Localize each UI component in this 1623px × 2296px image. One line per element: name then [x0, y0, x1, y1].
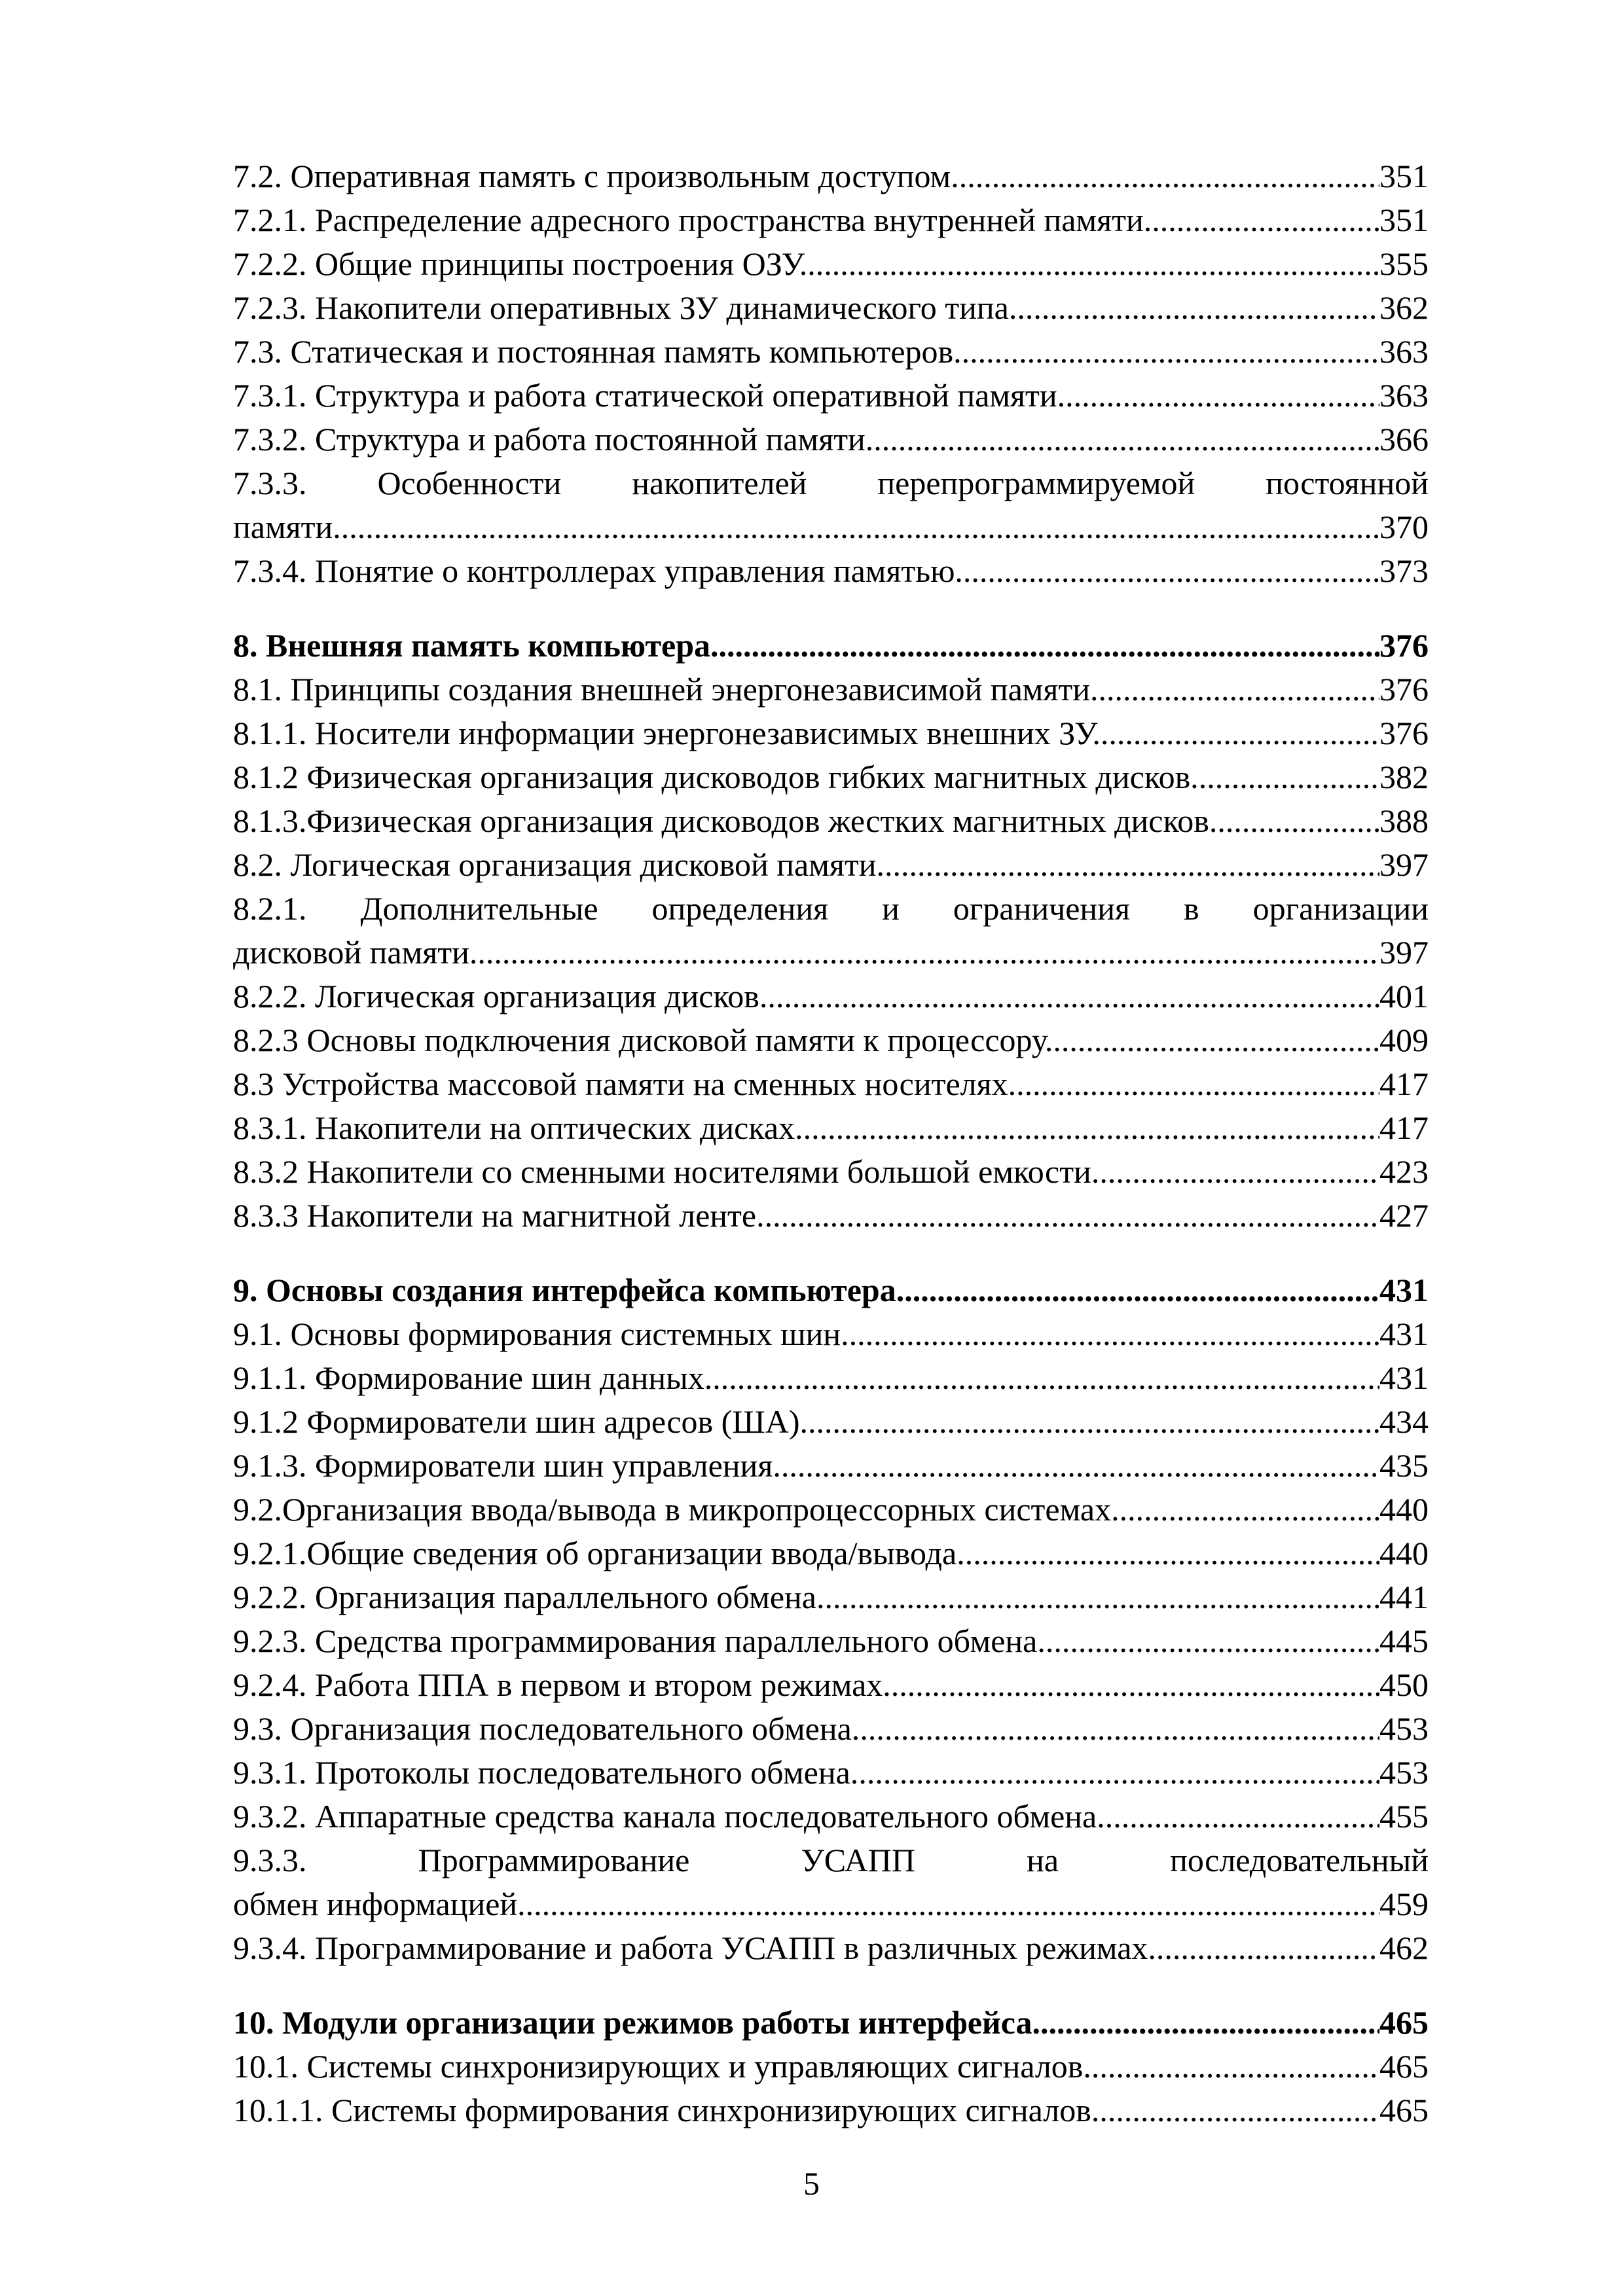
- toc-entry-row: [233, 418, 1429, 461]
- toc-entry-row: [233, 2089, 1429, 2132]
- toc-leader-dots: [953, 330, 1379, 374]
- toc-entry-row: [233, 1795, 1429, 1839]
- toc-entry-page: 453: [1379, 1754, 1429, 1791]
- toc-leader-dots: [884, 843, 1379, 887]
- toc-entry-page: 382: [1379, 759, 1429, 795]
- toc-entry-title: 7.3.4. Понятие о контроллерах управления памятью: [233, 552, 955, 589]
- toc-entry: [233, 1018, 1429, 1062]
- toc-leader-dots: [849, 1312, 1379, 1356]
- toc-entry: [233, 154, 1429, 198]
- toc-entry-title: 9.1.3. Формирователи шин управления.: [233, 1447, 781, 1484]
- toc-entry-row: [233, 154, 1429, 198]
- toc-entry-page: 440: [1379, 1491, 1429, 1528]
- toc-entry-word: Дополнительные: [360, 890, 598, 927]
- toc-entry-title: 9.2.Организация ввода/вывода в микропроцессорных системах: [233, 1491, 1112, 1528]
- toc-entry-page: 355: [1379, 245, 1429, 282]
- toc-entry: [233, 1575, 1429, 1619]
- toc-entry-page: 455: [1379, 1798, 1429, 1835]
- toc-leader-dots: [858, 1751, 1379, 1795]
- toc-leader-dots: [1091, 2045, 1379, 2089]
- toc-entry-title: 10.1. Системы синхронизирующих и управляющих сигналов.: [233, 2048, 1091, 2085]
- toc-leader-dots: [712, 1356, 1379, 1400]
- toc-leader-dots: [1057, 374, 1379, 418]
- toc-entry: [233, 242, 1429, 286]
- toc-entry-title: 7.3.2. Структура и работа постоянной памяти: [233, 421, 866, 457]
- toc-entry-row: [233, 374, 1429, 418]
- toc-entry-row: [233, 1707, 1429, 1751]
- toc-entry-title: 7.2.1. Распределение адресного пространства внутренней памяти: [233, 202, 1144, 238]
- toc-entry-page: 450: [1379, 1666, 1429, 1703]
- toc-entry-row: [233, 843, 1429, 887]
- toc-leader-dots: [333, 505, 1379, 549]
- toc-entry-title: 9.3. Организация последовательного обмена.: [233, 1710, 860, 1747]
- toc-entry: [233, 1268, 1429, 1312]
- toc-entry: [233, 624, 1429, 668]
- toc-entry-page: 459: [1379, 1886, 1429, 1922]
- toc-entry-row: [233, 1575, 1429, 1619]
- toc-entry: [233, 1663, 1429, 1707]
- toc-leader-dots: [1101, 711, 1379, 755]
- toc-entry: [233, 1062, 1429, 1106]
- toc-entry-page: 440: [1379, 1535, 1429, 1571]
- toc-entry-page: 431: [1379, 1316, 1429, 1352]
- toc-entry-row: [233, 505, 1429, 549]
- toc-entry-row: [233, 330, 1429, 374]
- toc-leader-dots: [781, 1444, 1379, 1488]
- toc-entry-page: 351: [1379, 158, 1429, 194]
- toc-entry-title: обмен информацией.: [233, 1886, 526, 1922]
- toc-entry-title: 9.2.2. Организация параллельного обмена: [233, 1579, 816, 1615]
- toc-entry-page: 462: [1379, 1929, 1429, 1966]
- toc-entry: [233, 1400, 1429, 1444]
- toc-leader-dots: [866, 418, 1379, 461]
- toc-entry-page: 409: [1379, 1022, 1429, 1058]
- toc-entry-title: 9.2.4. Работа ППА в первом и втором режимах.: [233, 1666, 891, 1703]
- toc-entry-title: 9.3.2. Аппаратные средства канала последовательного обмена: [233, 1798, 1097, 1835]
- toc-leader-dots: [1032, 2001, 1379, 2045]
- toc-leader-dots: [1099, 1150, 1379, 1194]
- toc-entry-title: 8. Внешняя память компьютера: [233, 627, 711, 664]
- toc-leader-dots: [955, 549, 1379, 593]
- toc-entry: [233, 286, 1429, 330]
- toc-entry-row: [233, 668, 1429, 711]
- toc-leader-dots: [1053, 1018, 1379, 1062]
- toc-leader-dots: [526, 1882, 1379, 1926]
- toc-entry: [233, 799, 1429, 843]
- toc-entry: [233, 461, 1429, 549]
- toc-leader-dots: [1199, 755, 1379, 799]
- toc-entry-title: 8.3.3 Накопители на магнитной ленте: [233, 1197, 757, 1234]
- toc-entry-page: 397: [1379, 934, 1429, 971]
- toc-entry-title: памяти: [233, 509, 333, 545]
- toc-entry-row: [233, 1488, 1429, 1532]
- toc-leader-dots: [477, 931, 1379, 975]
- toc-entry: [233, 418, 1429, 461]
- toc-entry-page: 362: [1379, 289, 1429, 326]
- toc-entry: [233, 1839, 1429, 1926]
- toc-entry: [233, 198, 1429, 242]
- toc-entry: [233, 668, 1429, 711]
- table-of-contents: [233, 154, 1429, 2132]
- toc-entry: [233, 1619, 1429, 1663]
- toc-entry-page: 363: [1379, 333, 1429, 370]
- toc-entry-page: 351: [1379, 202, 1429, 238]
- toc-entry-word: Особенности: [377, 465, 562, 501]
- toc-leader-dots: [1097, 1795, 1379, 1839]
- toc-entry: [233, 1106, 1429, 1150]
- toc-leader-dots: [799, 1400, 1379, 1444]
- toc-entry: [233, 330, 1429, 374]
- toc-leader-dots: [957, 1532, 1379, 1575]
- toc-entry-title: 8.3.2 Накопители со сменными носителями большой емкости.: [233, 1153, 1100, 1190]
- toc-entry: [233, 1926, 1429, 1970]
- toc-entry-word: на: [1027, 1842, 1059, 1878]
- toc-entry-title: 8.3 Устройства массовой памяти на сменных носителях.: [233, 1066, 1017, 1102]
- toc-entry-page: 465: [1379, 2092, 1429, 2128]
- toc-entry-word: ограничения: [953, 890, 1130, 927]
- toc-leader-dots: [1156, 1926, 1379, 1970]
- toc-entry-row: [233, 1150, 1429, 1194]
- toc-entry-title: 8.1. Принципы создания внешней энергонезависимой памяти.: [233, 671, 1099, 708]
- toc-entry-row: [233, 286, 1429, 330]
- toc-entry-page: 417: [1379, 1109, 1429, 1146]
- toc-entry-row: [233, 975, 1429, 1018]
- toc-entry-page: 465: [1379, 2048, 1429, 2085]
- toc-leader-dots: [816, 1575, 1379, 1619]
- toc-entry-title: 9.1. Основы формирования системных шин.: [233, 1316, 849, 1352]
- toc-entry-row: [233, 1356, 1429, 1400]
- toc-entry-title: 8.1.3.Физическая организация дисководов жестких магнитных дисков.: [233, 802, 1218, 839]
- toc-entry-row: [233, 1532, 1429, 1575]
- toc-entry-title: 9.2.1.Общие сведения об организации ввода/вывода: [233, 1535, 957, 1571]
- toc-entry-row: [233, 1018, 1429, 1062]
- toc-entry: [233, 1488, 1429, 1532]
- toc-entry-page: 435: [1379, 1447, 1429, 1484]
- toc-entry-page: 376: [1379, 627, 1429, 664]
- toc-entry-row: [233, 1444, 1429, 1488]
- toc-entry-row: [233, 1751, 1429, 1795]
- toc-entry-word: 7.3.3.: [233, 465, 307, 501]
- toc-leader-dots: [1091, 2089, 1379, 2132]
- toc-entry-row: [233, 1106, 1429, 1150]
- toc-entry-title: 8.2.2. Логическая организация дисков.: [233, 978, 768, 1014]
- toc-entry-title: 7.2.3. Накопители оперативных ЗУ динамического типа: [233, 289, 1009, 326]
- toc-entry-row: [233, 1619, 1429, 1663]
- toc-entry-row: [233, 1312, 1429, 1356]
- toc-entry: [233, 1194, 1429, 1238]
- toc-entry-page: 465: [1379, 2004, 1429, 2041]
- toc-entry-row: [233, 549, 1429, 593]
- toc-entry-row: [233, 1268, 1429, 1312]
- toc-leader-dots: [1217, 799, 1379, 843]
- page-number: 5: [803, 2165, 820, 2202]
- toc-leader-dots: [1099, 668, 1379, 711]
- toc-entry-word: 9.3.3.: [233, 1842, 307, 1878]
- toc-entry-title: 10. Модули организации режимов работы интерфейса: [233, 2004, 1032, 2041]
- toc-entry: [233, 843, 1429, 887]
- toc-leader-dots: [860, 1707, 1379, 1751]
- toc-entry-title: 9.3.4. Программирование и работа УСАПП в различных режимах.: [233, 1929, 1156, 1966]
- toc-entry-title: 9. Основы создания интерфейса компьютера: [233, 1272, 896, 1308]
- toc-leader-dots: [1144, 198, 1379, 242]
- toc-entry-title: 8.2.3 Основы подключения дисковой памяти к процессору.: [233, 1022, 1053, 1058]
- toc-entry-page: 366: [1379, 421, 1429, 457]
- toc-entry: [233, 1751, 1429, 1795]
- toc-entry-page: 445: [1379, 1623, 1429, 1659]
- toc-entry-row: [233, 1882, 1429, 1926]
- toc-leader-dots: [951, 154, 1379, 198]
- toc-entry-word: последовательный: [1170, 1842, 1429, 1878]
- toc-leader-dots: [756, 1194, 1379, 1238]
- toc-entry: [233, 1312, 1429, 1356]
- toc-entry-title: 9.2.3. Средства программирования параллельного обмена.: [233, 1623, 1046, 1659]
- toc-entry: [233, 1356, 1429, 1400]
- toc-entry-page: 363: [1379, 377, 1429, 414]
- toc-entry: [233, 2089, 1429, 2132]
- toc-entry-row: [233, 1926, 1429, 1970]
- toc-entry: [233, 374, 1429, 418]
- toc-entry-word: 8.2.1.: [233, 890, 307, 927]
- toc-entry-row: [233, 755, 1429, 799]
- toc-entry-title: 7.3.1. Структура и работа статической оперативной памяти: [233, 377, 1057, 414]
- toc-entry: [233, 711, 1429, 755]
- toc-entry-row: [233, 931, 1429, 975]
- toc-entry: [233, 1444, 1429, 1488]
- toc-entry-title: 8.3.1. Накопители на оптических дисках.: [233, 1109, 803, 1146]
- toc-entry-word: организации: [1252, 890, 1429, 927]
- toc-entry: [233, 2045, 1429, 2089]
- toc-entry-page: 453: [1379, 1710, 1429, 1747]
- toc-entry-row: [233, 198, 1429, 242]
- toc-leader-dots: [803, 1106, 1379, 1150]
- toc-entry-page: 376: [1379, 715, 1429, 751]
- toc-entry-word: в: [1183, 890, 1199, 927]
- toc-entry-title: 9.3.1. Протоколы последовательного обмена.: [233, 1754, 859, 1791]
- toc-entry: [233, 887, 1429, 975]
- toc-entry-word: УСАПП: [801, 1842, 915, 1878]
- toc-entry-page: 376: [1379, 671, 1429, 708]
- toc-leader-dots: [1009, 286, 1379, 330]
- toc-entry-row: [233, 711, 1429, 755]
- toc-entry-page: 431: [1379, 1359, 1429, 1396]
- toc-entry-page: 401: [1379, 978, 1429, 1014]
- toc-entry-word: и: [882, 890, 900, 927]
- toc-entry-row: [233, 2045, 1429, 2089]
- toc-leader-dots: [1046, 1619, 1379, 1663]
- toc-entry: [233, 1795, 1429, 1839]
- toc-entry-title: дисковой памяти.: [233, 934, 478, 971]
- toc-leader-dots: [1016, 1062, 1379, 1106]
- toc-entry-page: 431: [1379, 1272, 1429, 1308]
- toc-entry: [233, 755, 1429, 799]
- toc-entry-page: 370: [1379, 509, 1429, 545]
- toc-leader-dots: [891, 1663, 1379, 1707]
- toc-entry-word: Программирование: [418, 1842, 690, 1878]
- toc-entry-page: 373: [1379, 552, 1429, 589]
- toc-leader-dots: [1111, 1488, 1379, 1532]
- toc-entry-first-line: [233, 887, 1429, 931]
- toc-entry-title: 8.1.1. Носители информации энергонезависимых внешних ЗУ.: [233, 715, 1101, 751]
- toc-entry-title: 7.2. Оперативная память с произвольным доступом: [233, 158, 951, 194]
- toc-entry-title: 7.2.2. Общие принципы построения ОЗУ.: [233, 245, 808, 282]
- toc-entry-page: 441: [1379, 1579, 1429, 1615]
- toc-entry: [233, 1707, 1429, 1751]
- toc-entry: [233, 2001, 1429, 2045]
- toc-leader-dots: [807, 242, 1379, 286]
- toc-entry-row: [233, 1194, 1429, 1238]
- toc-entry-page: 423: [1379, 1153, 1429, 1190]
- toc-entry-word: накопителей: [632, 465, 807, 501]
- toc-entry-row: [233, 242, 1429, 286]
- toc-leader-dots: [896, 1268, 1379, 1312]
- toc-entry-title: 8.2. Логическая организация дисковой памяти.: [233, 846, 884, 883]
- toc-entry-title: 8.1.2 Физическая организация дисководов гибких магнитных дисков.: [233, 759, 1199, 795]
- toc-entry-word: перепрограммируемой: [877, 465, 1195, 501]
- toc-entry-row: [233, 799, 1429, 843]
- toc-entry-word: определения: [651, 890, 829, 927]
- toc-entry-page: 434: [1379, 1403, 1429, 1440]
- toc-entry-word: постоянной: [1266, 465, 1429, 501]
- toc-entry-page: 397: [1379, 846, 1429, 883]
- toc-entry-title: 10.1.1. Системы формирования синхронизирующих сигналов: [233, 2092, 1091, 2128]
- toc-entry-row: [233, 2001, 1429, 2045]
- toc-entry-page: 417: [1379, 1066, 1429, 1102]
- toc-leader-dots: [710, 624, 1379, 668]
- toc-entry-page: 427: [1379, 1197, 1429, 1234]
- toc-entry-title: 9.1.2 Формирователи шин адресов (ША): [233, 1403, 800, 1440]
- toc-entry-row: [233, 1663, 1429, 1707]
- toc-entry-row: [233, 624, 1429, 668]
- toc-entry: [233, 1150, 1429, 1194]
- toc-entry-row: [233, 1400, 1429, 1444]
- toc-entry: [233, 975, 1429, 1018]
- toc-entry-first-line: [233, 1839, 1429, 1882]
- toc-entry-first-line: [233, 461, 1429, 505]
- toc-entry-title: 7.3. Статическая и постоянная память компьютеров: [233, 333, 954, 370]
- toc-entry: [233, 1532, 1429, 1575]
- toc-leader-dots: [767, 975, 1379, 1018]
- toc-entry: [233, 549, 1429, 593]
- toc-entry-page: 388: [1379, 802, 1429, 839]
- toc-entry-title: 9.1.1. Формирование шин данных.: [233, 1359, 713, 1396]
- toc-entry-row: [233, 1062, 1429, 1106]
